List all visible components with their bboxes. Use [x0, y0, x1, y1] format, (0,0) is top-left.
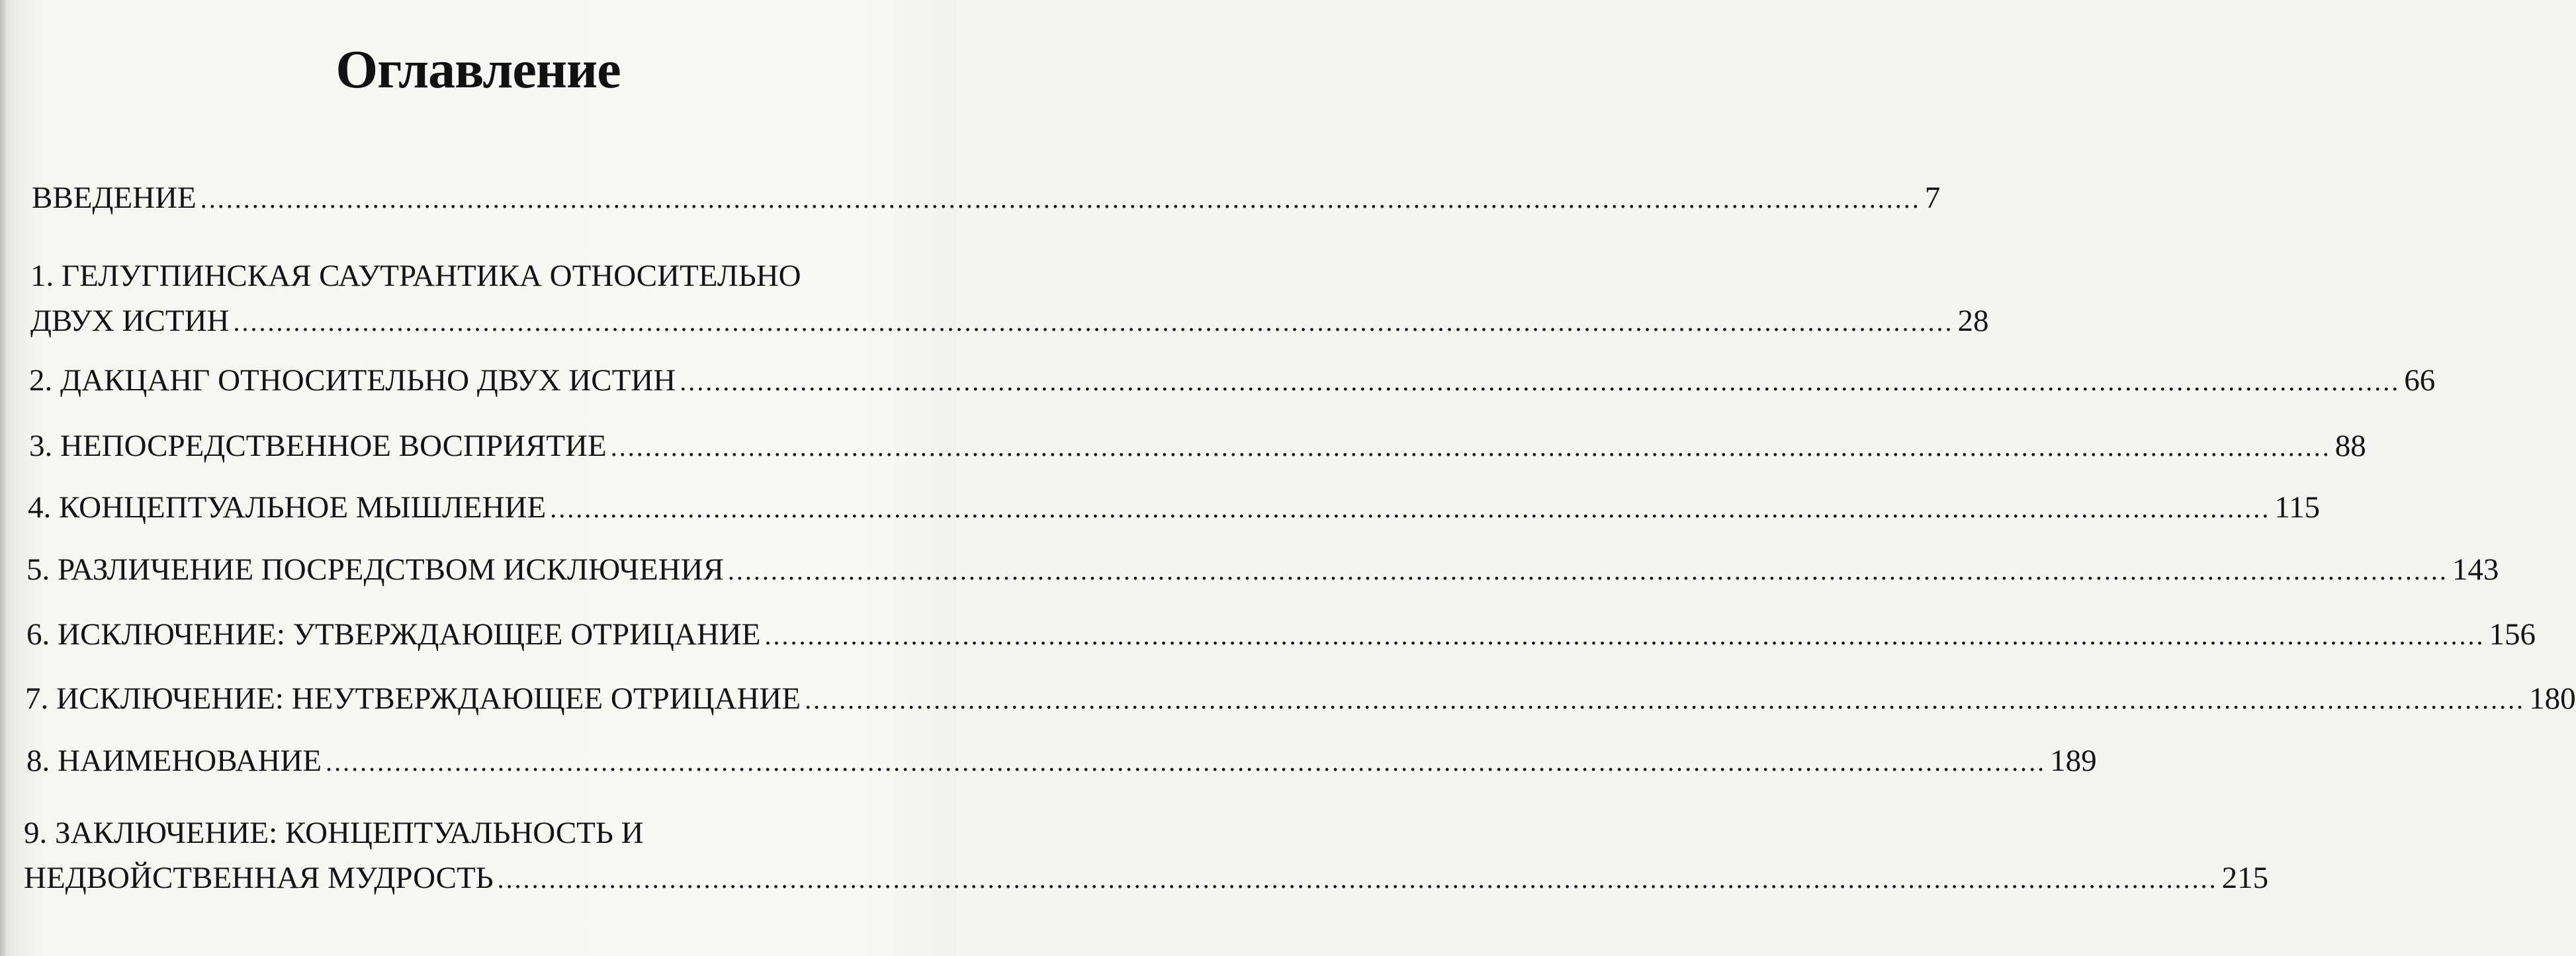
toc-entry-chapter-5[interactable]	[26, 550, 2499, 590]
toc-entry-introduction[interactable]	[32, 179, 1941, 218]
toc-entry-page: 156	[2489, 617, 2536, 652]
toc-entry-row	[24, 859, 2269, 898]
toc-entry-page: 215	[2221, 861, 2269, 895]
toc-entry-chapter-3[interactable]	[29, 427, 2366, 466]
toc-entry-chapter-1[interactable]	[30, 257, 1989, 341]
toc-entry-title: 6. ИСКЛЮЧЕНИЕ: УТВЕРЖДАЮЩЕЕ ОТРИЦАНИЕ	[26, 617, 761, 652]
toc-entry-row	[28, 488, 2320, 528]
toc-entry-page: 66	[2404, 363, 2436, 398]
dot-leader: ........................................................................................................................................................................................................	[805, 685, 2526, 715]
toc-entry-page: 143	[2452, 552, 2499, 587]
toc-entry-row	[26, 550, 2499, 590]
toc-entry-page: 88	[2334, 429, 2366, 463]
toc-entry-title: 3. НЕПОСРЕДСТВЕННОЕ ВОСПРИЯТИЕ	[29, 429, 607, 463]
toc-entry-chapter-7[interactable]	[25, 679, 2576, 719]
toc-entry-title-line-1: 1. ГЕЛУГПИНСКАЯ САУТРАНТИКА ОТНОСИТЕЛЬНО	[30, 259, 801, 293]
dot-leader: ........................................................................................................................................................................................................	[764, 621, 2485, 650]
dot-leader: ........................................................................................................................................................................................................	[326, 747, 2047, 777]
dot-leader: ........................................................................................................................................................................................................	[680, 367, 2401, 396]
dot-leader: ........................................................................................................................................................................................................	[233, 307, 1954, 337]
toc-entry-page: 180	[2529, 681, 2576, 716]
toc-entry-row	[29, 427, 2366, 466]
toc-entry-row	[26, 615, 2536, 655]
toc-entry-page: 7	[1924, 181, 1941, 215]
toc-entry-title: ВВЕДЕНИЕ	[32, 181, 197, 215]
toc-entry-row	[29, 361, 2436, 401]
toc-entry-title-line-1: 9. ЗАКЛЮЧЕНИЕ: КОНЦЕПТУАЛЬНОСТЬ И	[24, 816, 644, 850]
dot-leader: ........................................................................................................................................................................................................	[727, 556, 2448, 586]
toc-entry-chapter-2[interactable]	[29, 361, 2436, 401]
page-title: Оглавление	[335, 39, 621, 99]
toc-entry-page: 28	[1957, 304, 1989, 338]
toc-entry-title: 4. КОНЦЕПТУАЛЬНОЕ МЫШЛЕНИЕ	[28, 490, 547, 525]
toc-entry-title: 7. ИСКЛЮЧЕНИЕ: НЕУТВЕРЖДАЮЩЕЕ ОТРИЦАНИЕ	[25, 681, 801, 716]
toc-entry-chapter-9[interactable]	[24, 814, 2269, 898]
toc-entry-title-line-2: НЕДВОЙСТВЕННАЯ МУДРОСТЬ	[24, 861, 494, 895]
dot-leader: ........................................................................................................................................................................................................	[610, 432, 2331, 462]
toc-entry-title: 2. ДАКЦАНГ ОТНОСИТЕЛЬНО ДВУХ ИСТИН	[29, 363, 676, 398]
dot-leader: ........................................................................................................................................................................................................	[497, 864, 2218, 894]
page-gutter-shadow	[0, 0, 7, 956]
toc-entry-row	[30, 302, 1989, 341]
toc-entry-row	[25, 679, 2576, 719]
toc-entry-chapter-8[interactable]	[26, 742, 2097, 781]
dot-leader: ........................................................................................................................................................................................................	[550, 494, 2271, 523]
toc-entry-row	[32, 179, 1941, 218]
toc-entry-title-line-2: ДВУХ ИСТИН	[30, 304, 230, 338]
toc-entry-page: 115	[2274, 490, 2320, 525]
toc-entry-chapter-6[interactable]	[26, 615, 2536, 655]
toc-entry-title: 8. НАИМЕНОВАНИЕ	[26, 744, 322, 778]
toc-entry-row	[26, 742, 2097, 781]
dot-leader: ........................................................................................................................................................................................................	[200, 184, 1921, 214]
toc-entry-chapter-4[interactable]	[28, 488, 2320, 528]
toc-entry-page: 189	[2050, 744, 2097, 778]
toc-entry-title: 5. РАЗЛИЧЕНИЕ ПОСРЕДСТВОМ ИСКЛЮЧЕНИЯ	[26, 552, 724, 587]
